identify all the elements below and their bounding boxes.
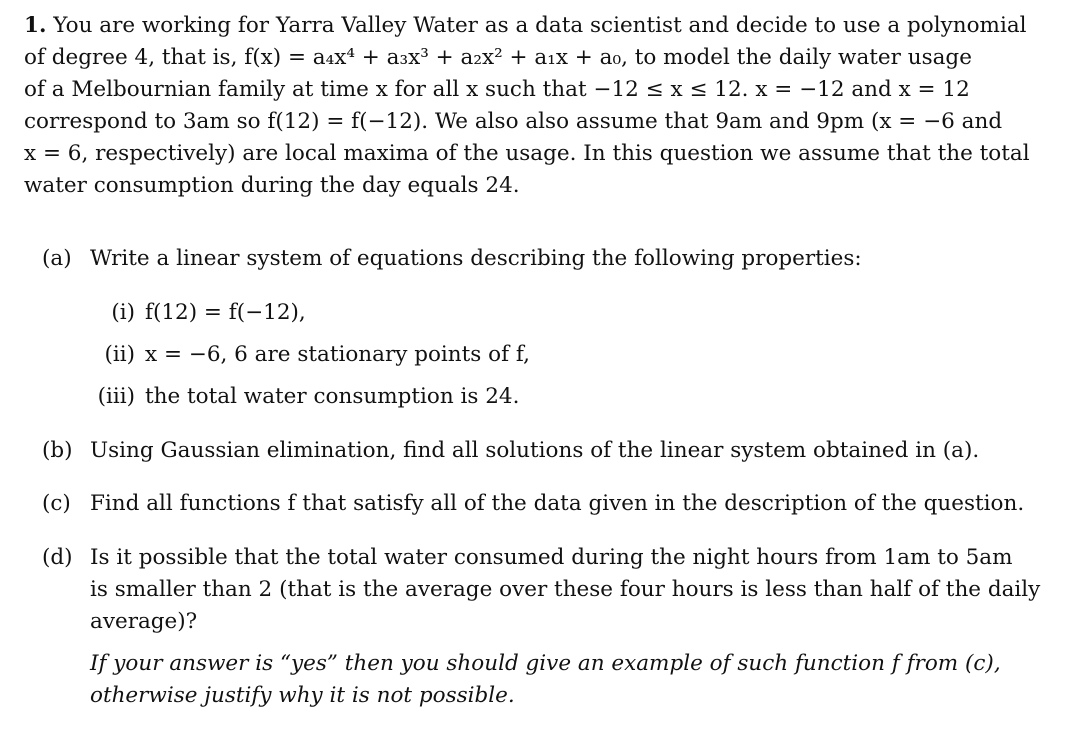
- part-a-item-ii-text: x = −6, 6 are stationary points of f,: [145, 342, 530, 367]
- part-a-item-iii-label: (iii): [97, 384, 135, 409]
- part-a-item-i-text: f(12) = f(−12),: [145, 300, 306, 325]
- part-c-text: Find all functions f that satisfy all of the data given in the description of the question.: [90, 491, 1025, 516]
- part-a: [42, 243, 1062, 275]
- part-d-label: (d): [42, 545, 73, 570]
- part-c-label: (c): [42, 491, 71, 516]
- question-intro: [24, 10, 1060, 202]
- part-a-text: Write a linear system of equations describing the following properties:: [90, 246, 862, 271]
- part-a-item-ii: [104, 339, 530, 371]
- part-d-line-3: average)?: [90, 609, 198, 634]
- part-b: [42, 435, 1062, 467]
- part-a-item-i: [111, 297, 306, 329]
- part-a-item-i-label: (i): [111, 300, 135, 325]
- intro-line-2: of degree 4, that is, f(x) = a₄x⁴ + a₃x³ + a₂x² + a₁x + a₀, to model the daily water usage: [24, 45, 972, 70]
- part-d: [42, 542, 1062, 638]
- part-a-item-iii: [97, 381, 520, 413]
- intro-line-1: [24, 10, 1060, 42]
- part-d-hint-line-2: otherwise justify why it is not possible.: [90, 683, 515, 708]
- part-b-text: Using Gaussian elimination, find all solutions of the linear system obtained in (a).: [90, 438, 980, 463]
- intro-line-1-text: You are working for Yarra Valley Water as a data scientist and decide to use a polynomial: [53, 13, 1027, 38]
- part-b-label: (b): [42, 438, 73, 463]
- part-a-item-iii-text: the total water consumption is 24.: [145, 384, 520, 409]
- part-d-hint-line-1: If your answer is “yes” then you should give an example of such function f from (c),: [90, 651, 1001, 676]
- part-d-line-1: Is it possible that the total water consumed during the night hours from 1am to 5am: [90, 545, 1013, 570]
- intro-line-3: of a Melbournian family at time x for all x such that −12 ≤ x ≤ 12. x = −12 and x = 12: [24, 77, 970, 102]
- part-a-item-ii-label: (ii): [104, 342, 135, 367]
- part-d-text: [90, 542, 1062, 638]
- intro-line-5: x = 6, respectively) are local maxima of the usage. In this question we assume that the total: [24, 141, 1030, 166]
- intro-line-6: water consumption during the day equals 24.: [24, 173, 520, 198]
- part-d-hint: [90, 648, 1062, 712]
- part-c: [42, 488, 1062, 520]
- intro-line-4: correspond to 3am so f(12) = f(−12). We also also assume that 9am and 9pm (x = −6 and: [24, 109, 1003, 134]
- part-a-label: (a): [42, 246, 72, 271]
- part-d-line-2: is smaller than 2 (that is the average over these four hours is less than half of the daily: [90, 577, 1041, 602]
- question-number: 1.: [24, 13, 47, 38]
